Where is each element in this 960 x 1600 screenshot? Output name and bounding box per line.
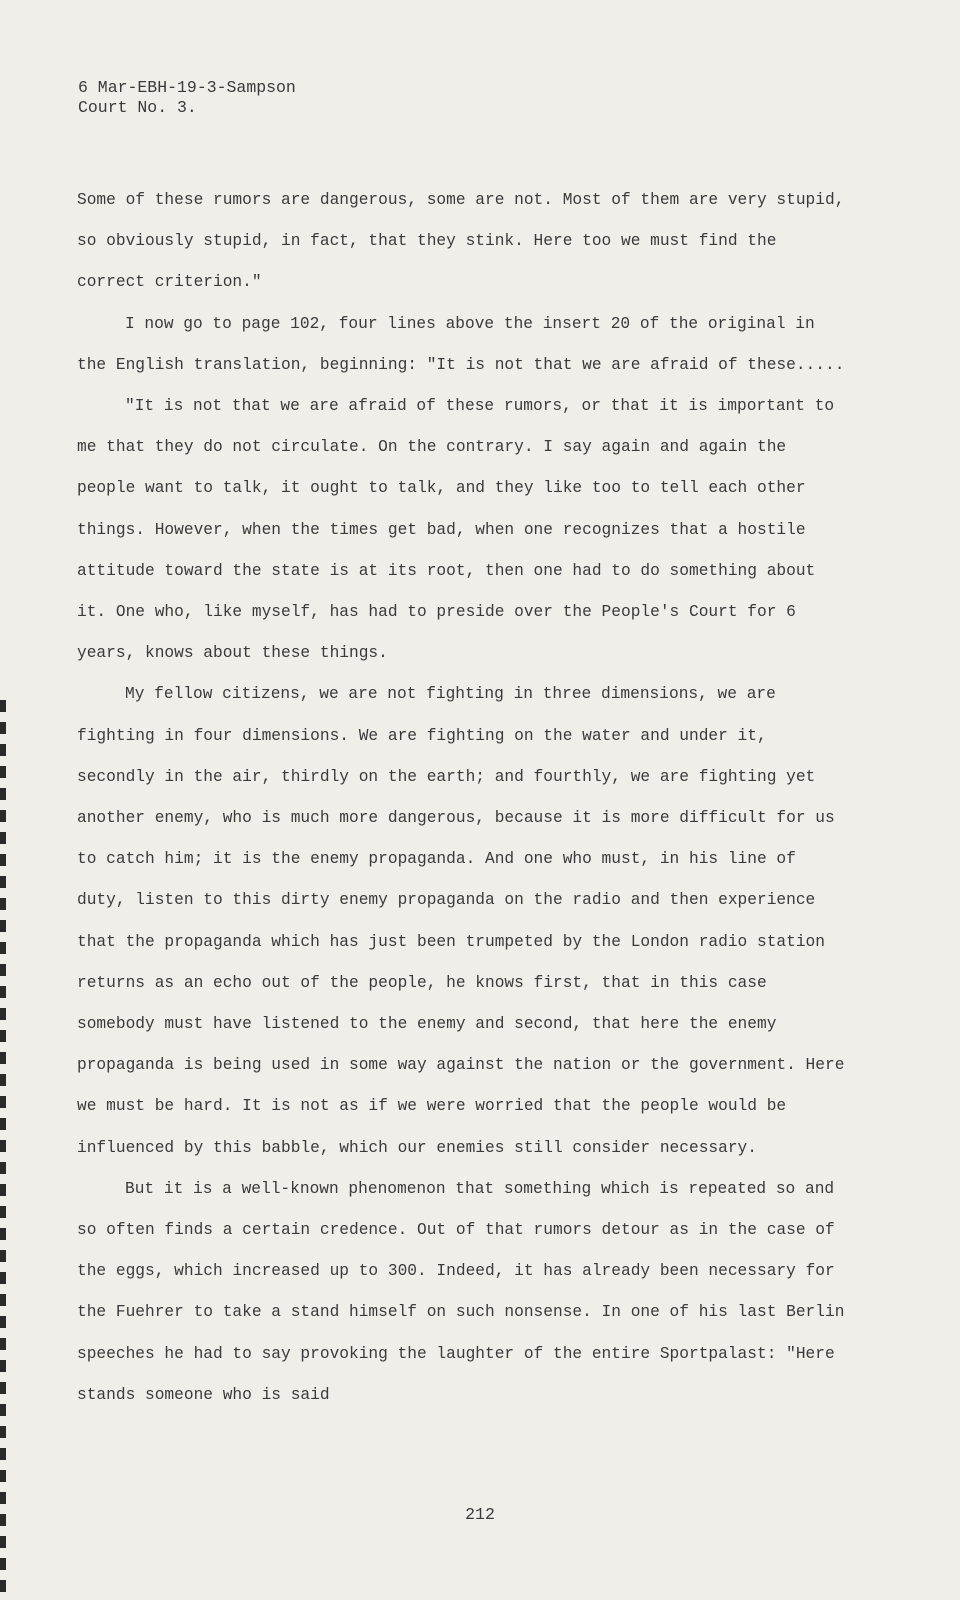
document-body: [77, 180, 847, 1416]
paragraph: "It is not that we are afraid of these rumors, or that it is important to me that they do not circulate. On the contrary. I say again and again the people want to talk, it ought to talk, and they like too to tell each other things. However, when the times get bad, when one recognizes that a hostile attitude toward the state is at its root, then one had to do something about it. One who, like myself, has had to preside over the People's Court for 6 years, knows about these things.: [77, 397, 835, 663]
paragraph: Some of these rumors are dangerous, some are not. Most of them are very stupid, so obviously stupid, in fact, that they stink. Here too we must find the correct criterion.": [77, 191, 845, 292]
paragraph: I now go to page 102, four lines above the insert 20 of the original in the English translation, beginning: "It is not that we are afraid of these.....: [77, 314, 845, 374]
header-court: Court No. 3.: [78, 98, 197, 117]
document-header: [78, 78, 296, 118]
binder-strip: [0, 700, 6, 1600]
paragraph: My fellow citizens, we are not fighting in three dimensions, we are fighting in four dimensions. We are fighting on the water and under it, secondly in the air, thirdly on the earth; and fourthly, we are fighting yet another enemy, who is much more dangerous, because it is more difficult for us to catch him; it is the enemy propaganda. And one who must, in his line of duty, listen to this dirty enemy propaganda on the radio and then experience that the propaganda which has just been trumpeted by the London radio station returns as an echo out of the people, he knows first, that in this case somebody must have listened to the enemy and second, that here the enemy propaganda is being used in some way against the nation or the government. Here we must be hard. It is not as if we were worried that the people would be influenced by this babble, which our enemies still consider necessary.: [77, 685, 845, 1157]
page-number: 212: [465, 1505, 495, 1524]
header-reference: 6 Mar-EBH-19-3-Sampson: [78, 78, 296, 97]
paragraph: But it is a well-known phenomenon that something which is repeated so and so often finds a certain credence. Out of that rumors detour as in the case of the eggs, which increased up to 300. Indeed, it has already been necessary for the Fuehrer to take a stand himself on such nonsense. In one of his last Berlin speeches he had to say provoking the laughter of the entire Sportpalast: "Here stands someone who is said: [77, 1179, 845, 1404]
